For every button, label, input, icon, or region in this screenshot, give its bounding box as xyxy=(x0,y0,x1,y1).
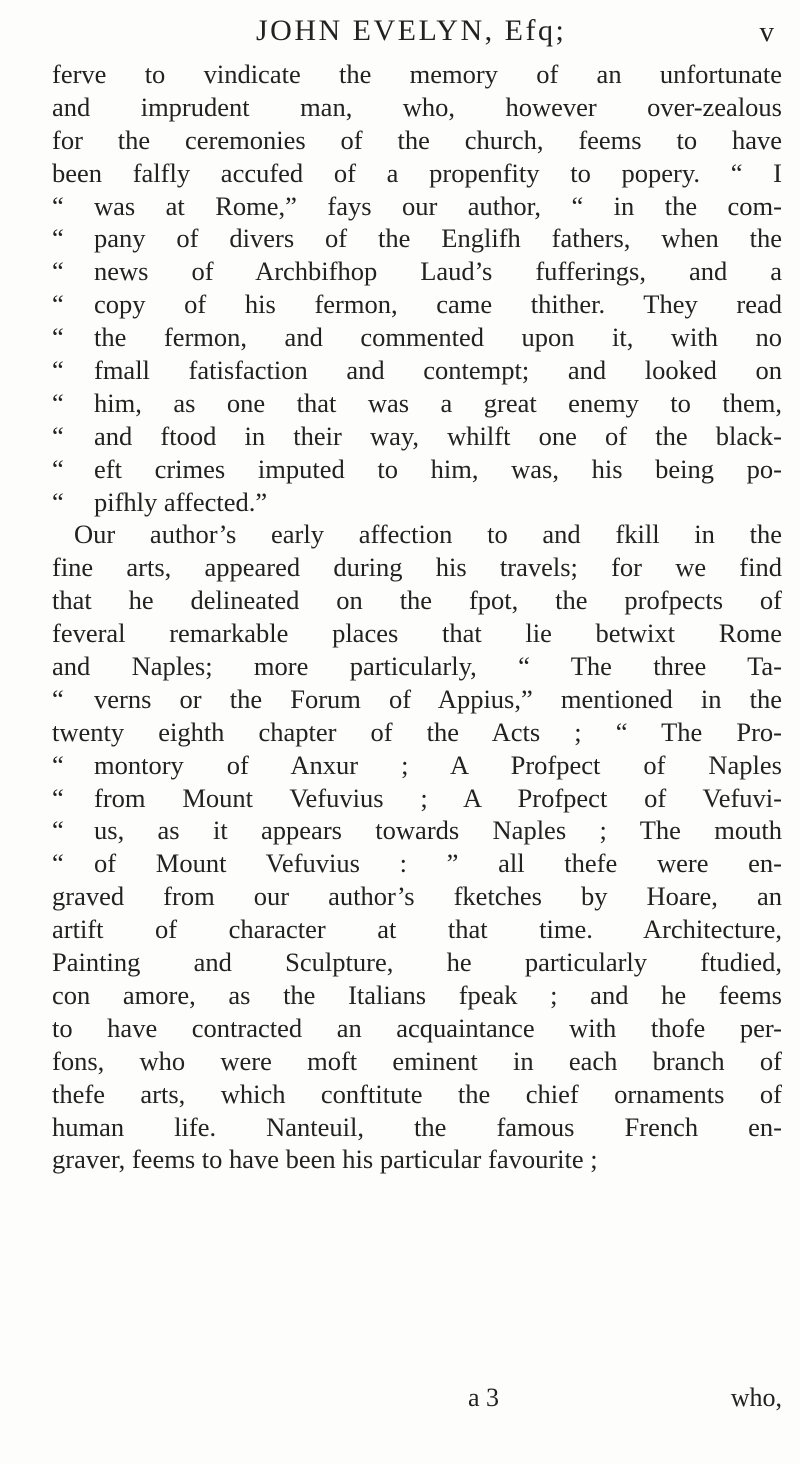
line-text: feveral remarkable places that lie betwixt Rome xyxy=(52,618,782,649)
text-line xyxy=(52,749,782,782)
line-text: Painting and Sculpture, he particularly ftudied, xyxy=(52,947,782,978)
text-line xyxy=(52,288,782,321)
text-line xyxy=(52,453,782,486)
text-line xyxy=(52,1045,782,1078)
page-number: v xyxy=(759,16,774,48)
catchword: who, xyxy=(730,1383,782,1412)
line-text: him, as one that was a great enemy to them, xyxy=(94,387,782,418)
line-text: pifhly affected.” xyxy=(94,486,268,517)
line-text: of Mount Vefuvius : ” all thefe were en- xyxy=(94,848,782,879)
line-text: the fermon, and commented upon it, with no xyxy=(94,322,782,353)
quote-mark: “ xyxy=(52,815,64,846)
text-line xyxy=(52,1078,782,1111)
line-text: montory of Anxur ; A Profpect of Naples xyxy=(94,749,782,780)
text-line xyxy=(52,979,782,1012)
text-line xyxy=(52,617,782,650)
text-line xyxy=(52,584,782,617)
body-text xyxy=(52,58,782,1176)
quote-mark: “ xyxy=(52,420,64,451)
line-text: and ftood in their way, whilft one of the black- xyxy=(94,420,782,451)
line-text: human life. Nanteuil, the famous French en- xyxy=(52,1111,782,1142)
text-line xyxy=(52,157,782,190)
text-line xyxy=(52,913,782,946)
quote-mark: “ xyxy=(52,486,64,517)
text-line xyxy=(52,880,782,913)
text-line xyxy=(52,551,782,584)
text-line xyxy=(52,946,782,979)
line-text: was at Rome,” fays our author, “ in the com- xyxy=(94,190,782,221)
quote-mark: “ xyxy=(52,289,64,320)
text-line xyxy=(52,1143,782,1176)
line-text: twenty eighth chapter of the Acts ; “ The Pro- xyxy=(52,716,782,747)
text-line xyxy=(52,486,782,519)
text-line xyxy=(52,58,782,91)
line-text: ferve to vindicate the memory of an unfortunate xyxy=(52,59,782,89)
line-text: thefe arts, which conftitute the chief ornaments of xyxy=(52,1078,782,1109)
text-line xyxy=(52,190,782,223)
line-text: that he delineated on the fpot, the profpects of xyxy=(52,585,782,616)
running-head: JOHN EVELYN, Efq; xyxy=(256,14,567,47)
line-text: news of Archbifhop Laud’s fufferings, and a xyxy=(94,256,782,287)
line-text: copy of his fermon, came thither. They read xyxy=(94,289,782,320)
text-line xyxy=(52,354,782,387)
text-line xyxy=(52,1111,782,1144)
quote-mark: “ xyxy=(52,355,64,386)
quote-mark: “ xyxy=(52,782,64,813)
text-line xyxy=(52,650,782,683)
line-text: eft crimes imputed to him, was, his being po- xyxy=(94,453,782,484)
text-line xyxy=(52,518,782,551)
quote-mark: “ xyxy=(52,749,64,780)
text-line xyxy=(52,222,782,255)
text-line xyxy=(52,321,782,354)
quote-mark: “ xyxy=(52,387,64,418)
line-text: con amore, as the Italians fpeak ; and he feems xyxy=(52,979,782,1010)
line-text: pany of divers of the Englifh fathers, when the xyxy=(94,223,782,254)
line-text: to have contracted an acquaintance with thofe per- xyxy=(52,1012,782,1043)
line-text: artift of character at that time. Architecture, xyxy=(52,914,782,945)
quote-mark: “ xyxy=(52,322,64,353)
line-text: and Naples; more particularly, “ The three Ta- xyxy=(52,651,782,682)
line-text: fons, who were moft eminent in each branch of xyxy=(52,1045,782,1076)
text-line xyxy=(52,91,782,124)
line-text: verns or the Forum of Appius,” mentioned in the xyxy=(94,683,782,714)
text-line xyxy=(52,1012,782,1045)
text-line xyxy=(52,782,782,815)
line-text: and imprudent man, who, however over-zealous xyxy=(52,91,782,122)
page-footer xyxy=(52,1383,782,1417)
text-line xyxy=(52,814,782,847)
line-text: Our author’s early affection to and fkill in the xyxy=(74,519,782,550)
line-text: us, as it appears towards Naples ; The mouth xyxy=(94,815,782,846)
text-line xyxy=(52,124,782,157)
quote-mark: “ xyxy=(52,453,64,484)
text-line xyxy=(52,420,782,453)
quote-mark: “ xyxy=(52,848,64,879)
line-text: fine arts, appeared during his travels; for we find xyxy=(52,552,782,583)
line-text: fmall fatisfaction and contempt; and looked on xyxy=(94,355,782,386)
quote-mark: “ xyxy=(52,190,64,221)
line-text: for the ceremonies of the church, feems to have xyxy=(52,124,782,155)
signature-mark: a 3 xyxy=(468,1383,500,1412)
quote-mark: “ xyxy=(52,683,64,714)
page-header xyxy=(256,14,774,54)
quote-mark: “ xyxy=(52,256,64,287)
line-text: from Mount Vefuvius ; A Profpect of Vefuvi- xyxy=(94,782,782,813)
line-text: graver, feems to have been his particular favourite ; xyxy=(52,1144,598,1175)
text-line xyxy=(52,716,782,749)
text-line xyxy=(52,847,782,880)
quote-mark: “ xyxy=(52,223,64,254)
text-line xyxy=(52,255,782,288)
text-line xyxy=(52,683,782,716)
line-text: graved from our author’s fketches by Hoare, an xyxy=(52,881,782,912)
line-text: been falfly accufed of a propenfity to popery. “ I xyxy=(52,157,782,188)
text-line xyxy=(52,387,782,420)
